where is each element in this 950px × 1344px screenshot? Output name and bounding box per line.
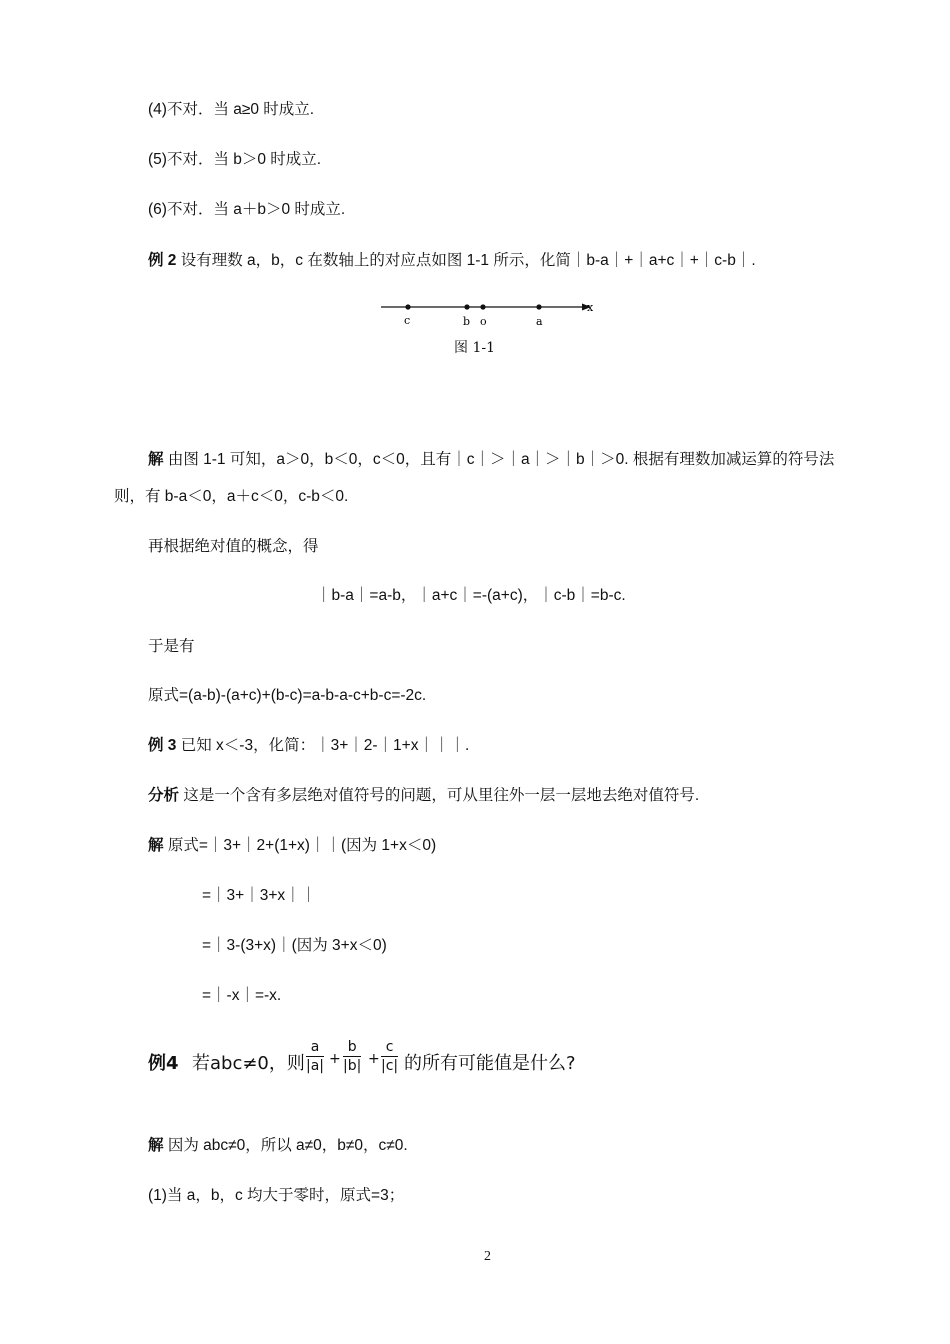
solution-label: 解 — [148, 837, 164, 854]
page-number: 2 — [484, 1249, 491, 1264]
analysis-label: 分析 — [148, 787, 180, 804]
point-label-a: a — [536, 315, 543, 328]
solution-3-step-2: =｜3+｜3+x｜｜ — [202, 887, 317, 904]
example-label: 例 2 — [148, 252, 177, 269]
example-2-question: 例 2 设有理数 a，b，c 在数轴上的对应点如图 1-1 所示，化简｜b-a｜+｜a+c｜+｜c-b｜. — [148, 252, 756, 269]
solution-label: 解 — [148, 451, 164, 468]
example-label: 例 3 — [148, 737, 177, 754]
point-c — [405, 304, 410, 309]
example-3-question: 例 3 已知 x＜-3，化简：｜3+｜2-｜1+x｜｜｜. — [148, 737, 470, 754]
solution-2-line-3: 再根据绝对值的概念，得 — [148, 538, 319, 555]
example-4-suffix: 的所有可能值是什么? — [404, 1053, 576, 1074]
example-3-analysis: 分析 这是一个含有多层绝对值符号的问题，可从里往外一层一层地去绝对值符号. — [148, 787, 700, 804]
fraction-c: $\frac{c}{|c|}$ — [381, 1039, 399, 1074]
plus-sign: + — [329, 1051, 341, 1067]
axis-label-x: x — [587, 301, 594, 314]
point-o — [480, 304, 485, 309]
line-4-not-correct: (4)不对．当 a≥0 时成立. — [148, 101, 315, 118]
point-label-o: o — [480, 315, 487, 328]
solution-2-line-2: 则，有 b-a＜0，a＋c＜0，c-b＜0. — [114, 488, 349, 505]
example-4-prefix: 若abc≠0，则 — [192, 1053, 305, 1074]
point-label-c: c — [404, 314, 411, 327]
solution-label: 解 — [148, 1137, 164, 1154]
example-4-question — [148, 1035, 608, 1091]
solution-2-line-5: 于是有 — [148, 638, 195, 655]
point-label-b: b — [463, 315, 471, 328]
example-label: 例4 — [148, 1053, 179, 1074]
plus-sign: + — [368, 1051, 380, 1067]
solution-2-line-1: 解 由图 1-1 可知，a＞0，b＜0，c＜0，且有｜c｜＞｜a｜＞｜b｜＞0. 根据有理数加减运算的符号法 — [148, 451, 835, 468]
solution-4-line-1: 解 因为 abc≠0，所以 a≠0，b≠0，c≠0. — [148, 1137, 408, 1154]
solution-3-step-1: 解 原式=｜3+｜2+(1+x)｜｜(因为 1+x＜0) — [148, 837, 437, 854]
solution-2-abs-values: ｜b-a｜=a-b，｜a+c｜=-(a+c)，｜c-b｜=b-c. — [316, 587, 626, 604]
solution-2-result: 原式=(a-b)-(a+c)+(b-c)=a-b-a-c+b-c=-2c. — [148, 687, 427, 704]
fraction-a: $\frac{a}{|a|}$ — [306, 1039, 325, 1074]
solution-3-step-3: =｜3-(3+x)｜(因为 3+x＜0) — [202, 937, 387, 954]
fraction-b: $\frac{b}{|b|}$ — [343, 1039, 362, 1074]
point-b — [464, 304, 469, 309]
figure-caption: 图 1-1 — [454, 340, 495, 356]
solution-4-case-1: (1)当 a，b，c 均大于零时，原式=3； — [148, 1187, 405, 1204]
line-5-not-correct: (5)不对．当 b＞0 时成立. — [148, 151, 322, 168]
line-6-not-correct: (6)不对．当 a＋b＞0 时成立. — [148, 201, 346, 218]
point-a — [536, 304, 541, 309]
solution-3-step-4: =｜-x｜=-x. — [202, 987, 282, 1004]
